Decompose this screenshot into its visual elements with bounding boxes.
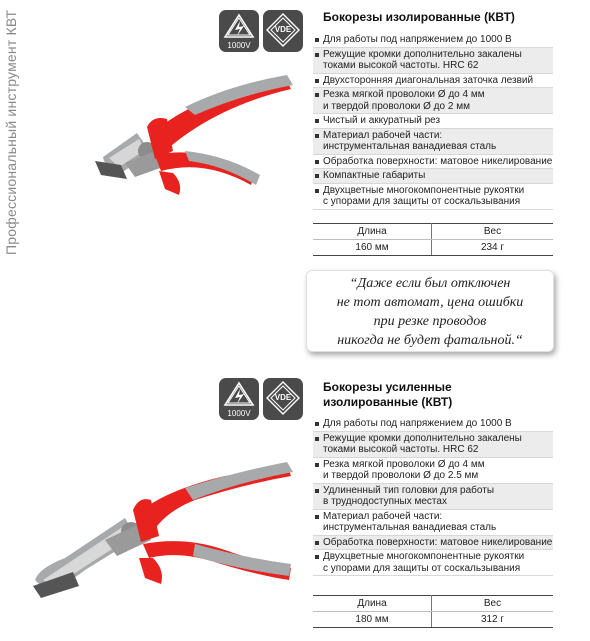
feature-item: Чистый и аккуратный рез [313, 114, 553, 129]
feature-item: Обработка поверхности: матовое никелирование [313, 536, 553, 551]
length-header: Длина [313, 224, 432, 240]
weight-header: Вес [432, 596, 554, 612]
quote-line: не тот автомат, цена ошибки [336, 295, 524, 310]
product-2-title [323, 380, 452, 410]
voltage-1000v-icon [219, 10, 259, 52]
feature-item: Двухцветные многокомпонентные рукоятки с упорами для защиты от соскальзывания [313, 550, 553, 576]
side-category-text: Профессиональный инструмент КВТ [3, 9, 19, 255]
vde-certification-icon [263, 10, 303, 52]
pliers-image-1 [55, 55, 315, 205]
weight-value: 312 г [432, 612, 554, 628]
feature-item: Двухсторонняя диагональная заточка лезвий [313, 74, 553, 89]
product-2-features [313, 417, 553, 576]
weight-value: 234 г [432, 240, 554, 256]
weight-header: Вес [432, 224, 554, 240]
product-1-title-line: Бокорезы изолированные (КВТ) [323, 10, 515, 24]
quote-line: при резке проводов [373, 314, 487, 329]
feature-item: Резка мягкой проволоки Ø до 4 мм и твердой проволоки Ø до 2 мм [313, 88, 553, 114]
length-value: 160 мм [313, 240, 432, 256]
product-1-features [313, 33, 553, 210]
pliers-image-2 [25, 440, 305, 630]
length-value: 180 мм [313, 612, 432, 628]
feature-item: Режущие кромки дополнительно закалены токами высокой частоты. HRC 62 [313, 48, 553, 74]
product-1-title [323, 10, 515, 25]
feature-item: Материал рабочей части: инструментальная ванадиевая сталь [313, 129, 553, 155]
feature-item: Для работы под напряжением до 1000 В [313, 417, 553, 432]
quote-line: никогда не будет фатальной.“ [337, 333, 523, 348]
voltage-label: 1000V [227, 41, 251, 50]
feature-item: Материал рабочей части: инструментальная ванадиевая сталь [313, 510, 553, 536]
product-2-spec-table [313, 595, 553, 628]
product-2-title-line: изолированные (КВТ) [323, 395, 453, 409]
voltage-1000v-icon [219, 378, 259, 420]
vde-label: VDE [274, 393, 292, 402]
feature-item: Двухцветные многокомпонентные рукоятки с упорами для защиты от соскальзывания [313, 184, 553, 210]
feature-item: Компактные габариты [313, 169, 553, 184]
quote-line: “Даже если был отключен [349, 276, 511, 291]
length-header: Длина [313, 596, 432, 612]
quote-box [306, 270, 554, 352]
vde-certification-icon [263, 378, 303, 420]
product-2-title-line: Бокорезы усиленные [323, 380, 452, 394]
feature-item: Для работы под напряжением до 1000 В [313, 33, 553, 48]
feature-item: Резка мягкой проволоки Ø до 4 мм и твердой проволоки Ø до 2.5 мм [313, 458, 553, 484]
feature-item: Режущие кромки дополнительно закалены токами высокой частоты. HRC 62 [313, 432, 553, 458]
voltage-label: 1000V [227, 409, 251, 418]
vde-label: VDE [274, 25, 292, 34]
product-1-spec-table [313, 223, 553, 256]
feature-item: Обработка поверхности: матовое никелирование [313, 155, 553, 170]
feature-item: Удлиненный тип головки для работы в труднодоступных местах [313, 484, 553, 510]
